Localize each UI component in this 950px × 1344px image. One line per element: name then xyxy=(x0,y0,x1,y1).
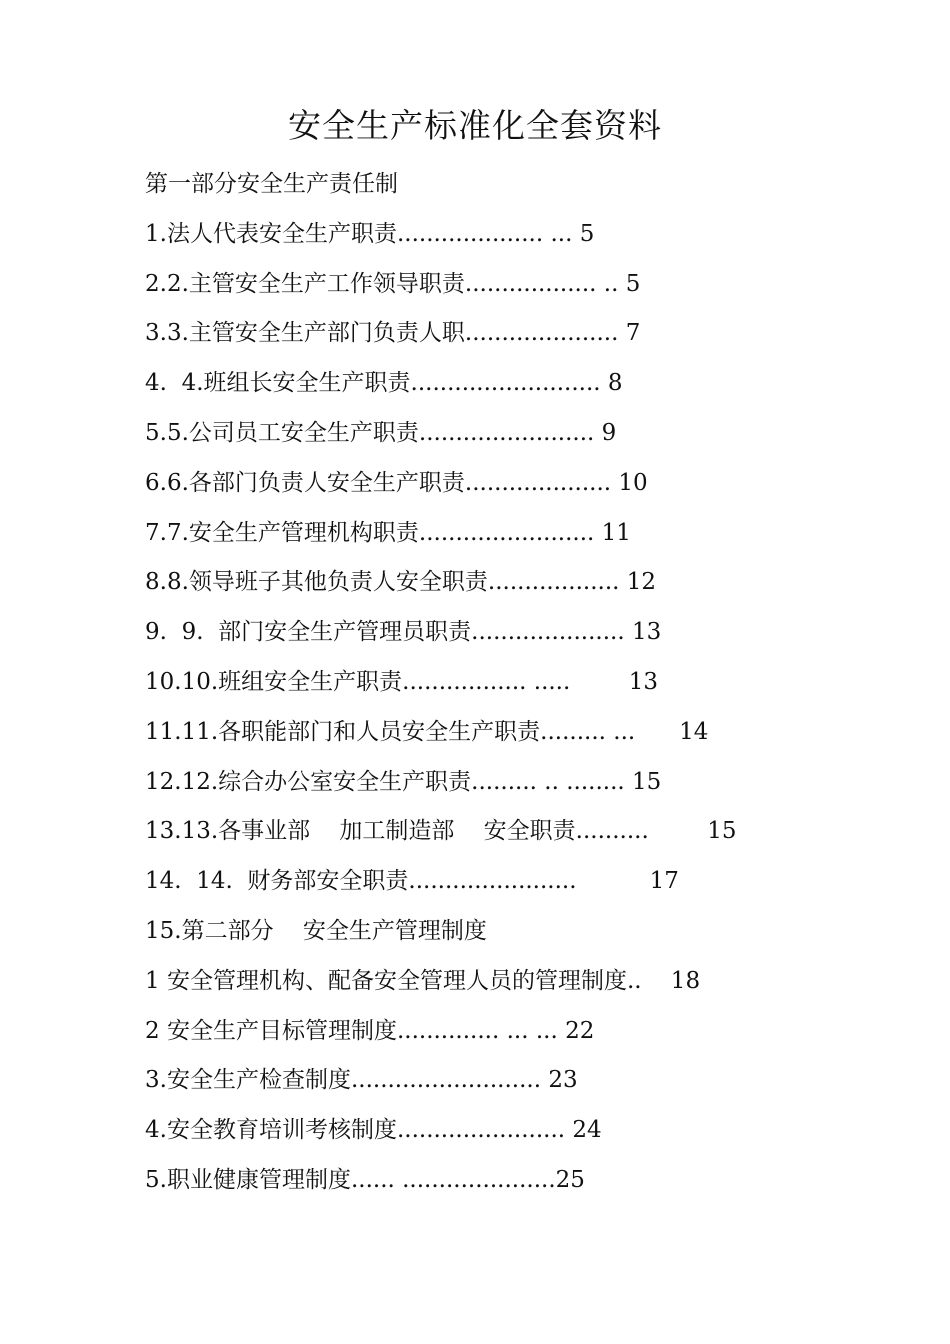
toc-heading-part-2: 15.第二部分 安全生产管理制度 xyxy=(145,917,487,944)
document-title: 安全生产标准化全套资料 xyxy=(288,106,662,145)
toc-entry: 7.7.安全生产管理机构职责........................ 11 xyxy=(145,519,631,546)
toc-entry: 5.职业健康管理制度...... .....................25 xyxy=(145,1166,585,1193)
toc-entry: 4.安全教育培训考核制度....................... 24 xyxy=(145,1117,602,1144)
table-of-contents xyxy=(145,160,845,1206)
toc-entry: 3.3.主管安全生产部门负责人职..................... 7 xyxy=(145,320,641,347)
toc-entry: 14. 14. 财务部安全职责....................... 17 xyxy=(145,868,679,895)
toc-entry: 1 安全管理机构、配备安全管理人员的管理制度.. 18 xyxy=(145,967,701,994)
toc-entry: 10.10.班组安全生产职责................. ..... 13 xyxy=(145,668,659,695)
toc-entry: 5.5.公司员工安全生产职责........................ 9 xyxy=(145,419,617,446)
toc-entry: 4. 4.班组长安全生产职责.......................... 8 xyxy=(145,370,623,397)
toc-entry: 2 安全生产目标管理制度.............. ... ... 22 xyxy=(145,1017,595,1044)
toc-entry: 3.安全生产检查制度.......................... 23 xyxy=(145,1067,578,1094)
toc-entry: 9. 9. 部门安全生产管理员职责..................... 13 xyxy=(145,619,662,646)
toc-entry: 2.2.主管安全生产工作领导职责.................. .. 5 xyxy=(145,270,641,297)
toc-entry: 1.法人代表安全生产职责.................... ... 5 xyxy=(145,220,595,247)
toc-heading-part-1: 第一部分安全生产责任制 xyxy=(145,171,398,197)
toc-entry: 13.13.各事业部 加工制造部 安全职责.......... 15 xyxy=(145,818,737,845)
toc-entry: 8.8.领导班子其他负责人安全职责.................. 12 xyxy=(145,569,657,596)
toc-entry: 12.12.综合办公室安全生产职责......... .. ........ 15 xyxy=(145,768,662,795)
toc-entry: 6.6.各部门负责人安全生产职责.................... 10 xyxy=(145,469,648,496)
toc-entry: 11.11.各职能部门和人员安全生产职责......... ... 14 xyxy=(145,718,709,745)
